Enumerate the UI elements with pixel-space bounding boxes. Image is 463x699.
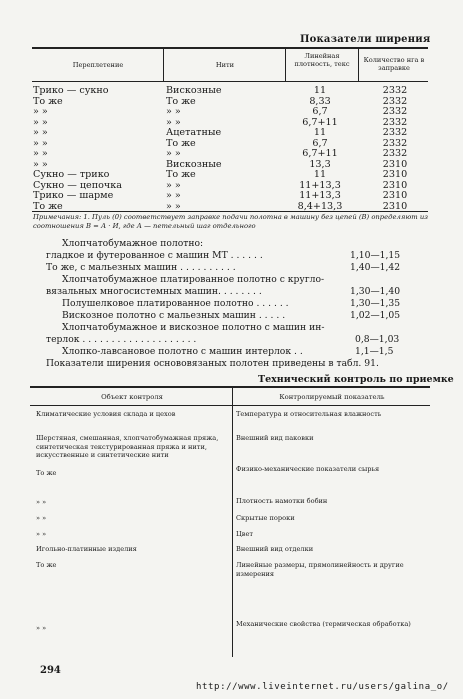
list-item-label: Хлопчатобумажное платированное полотно с кругло- [62, 274, 325, 285]
table2-parameter: Плотность намотки бобин [236, 497, 328, 505]
table1-cell: 11 [313, 127, 327, 138]
table1-cell: Вискозные [166, 85, 222, 96]
list-item-label: вязальных многосистемных машин. . . . . . . . [46, 286, 262, 297]
table1-cell: 2332 [382, 95, 408, 107]
table1-cell: » » [166, 200, 181, 212]
table2-object: Шерстяная, смешанная, хлопчатобумажная пряжа, синтетическая текстурированная пряжа и нити, искусственные и синтетические нити [36, 434, 219, 459]
list-heading: Хлопчатобумажное полотно: [62, 238, 204, 249]
table1-cell: 2332 [382, 85, 408, 96]
table2-parameter: Линейные размеры, прямолинейность и другие измерения [236, 561, 404, 578]
table1-cell: 2332 [382, 127, 408, 138]
table1-cell: То же [166, 169, 196, 180]
list-item-label: Хлопчатобумажное и вискозное полотно с машин ин- [62, 322, 325, 333]
table2-object: То же [36, 561, 57, 569]
table2-object: » » [36, 624, 47, 632]
table1-cell: 13,3 [309, 158, 331, 170]
table2-col-divider [232, 387, 233, 657]
table1-cell: Вискозные [166, 158, 222, 170]
table2-object: То же [36, 469, 57, 477]
list-item-label: То же, с мальезных машин . . . . . . . . . . [46, 262, 236, 273]
list-item-value: 1,30—1,35 [350, 298, 401, 309]
list-item-label: Полушелковое платированное полотно . . . . . . [62, 298, 289, 309]
table1-col-divider [163, 48, 164, 82]
table1-cell: » » [33, 116, 48, 128]
table1-cell: 6,7+11 [302, 148, 338, 159]
table1-cell: 8,4+13,3 [297, 200, 343, 212]
table1-cell: 8,33 [309, 95, 331, 107]
table2-object: » » [36, 514, 47, 522]
table1-cell: » » [166, 106, 181, 117]
table1-cell: 6,7 [312, 106, 328, 117]
table1-title: Показатели ширения [300, 34, 431, 45]
source-url[interactable]: http://www.liveinternet.ru/users/galina_o/ [196, 682, 449, 692]
table1-cell: 11+13,3 [299, 179, 341, 191]
table1-cell: 2310 [382, 169, 408, 180]
table1-cell: То же [166, 137, 196, 149]
table1-cell: 2310 [382, 200, 408, 212]
table1-cell: » » [33, 106, 48, 117]
table1-col-divider [358, 48, 359, 82]
table1-cell: 2310 [382, 179, 408, 191]
table1-head-count: Количество нга в заправке [363, 56, 425, 72]
table1-cell: » » [166, 179, 181, 191]
list-item-value: 0,8—1,03 [355, 334, 400, 345]
table2-parameter: Физико-механические показатели сырья [236, 465, 380, 473]
list-item-value: 1,02—1,05 [350, 310, 401, 321]
table2-parameter: Температура и относительная влажность [236, 410, 382, 418]
paragraph-closing: Показатели ширения основовязаных полотен приведены в табл. 91. [46, 358, 379, 369]
table1-cell: 2310 [382, 190, 408, 201]
page-number: 294 [40, 665, 61, 676]
table2-head-parameter: Контролируемый показатель [279, 393, 385, 401]
table1-top-rule [32, 47, 428, 49]
table1-cell: То же [166, 95, 196, 107]
table2-head-rule [30, 405, 430, 406]
table1-cell: 11+13,3 [299, 190, 341, 201]
table1-cell: 2332 [382, 106, 408, 117]
table2-object: Игольно-платинные изделия [36, 545, 137, 553]
list-item-value: 1,40—1,42 [350, 262, 401, 273]
table1-cell: 6,7 [312, 137, 328, 149]
list-item-value: 1,30—1,40 [350, 286, 401, 297]
table2-parameter: Цвет [236, 530, 254, 538]
table1-bottom-rule [32, 211, 428, 212]
table1-cell: 11 [313, 169, 327, 180]
list-item-label: Вискозное полотно с мальезных машин . . . . . [62, 310, 286, 321]
table1-cell: » » [33, 127, 48, 138]
table1-cell: Сукно — трико [33, 169, 110, 180]
list-item-label: Хлопко-лавсановое полотно с машин интерлок . . [62, 346, 303, 357]
table1-cell: Трико — шарме [33, 190, 114, 201]
table2-parameter: Скрытые пороки [236, 514, 295, 522]
table1-cell: То же [33, 200, 63, 212]
table1-cell: 2332 [382, 116, 408, 128]
table2-object: Климатические условия склада и цехов [36, 410, 176, 418]
table1-cell: Сукно — цепочка [33, 179, 122, 191]
list-item-label: терлок . . . . . . . . . . . . . . . . . . . . [46, 334, 197, 345]
table2-parameter: Механические свойства (термическая обработка) [236, 620, 411, 628]
table1-cell: » » [166, 148, 181, 159]
table1-cell: » » [33, 158, 48, 170]
table1-col-divider [285, 48, 286, 82]
list-item-label: гладкое и футерованное с машин МТ . . . . . . [46, 250, 263, 261]
list-item-value: 1,1—1,5 [355, 346, 394, 357]
table1-cell: Ацетатные [166, 127, 222, 138]
table2-parameter: Внешний вид отделки [236, 545, 314, 553]
table1-head-weave: Переплетение [72, 61, 124, 69]
table1-cell: 2332 [382, 148, 408, 159]
table2-parameter: Внешний вид паковки [236, 434, 314, 442]
table1-cell: Трико — сукно [33, 85, 109, 96]
table1-head-rule [32, 81, 428, 82]
table1-cell: » » [33, 148, 48, 159]
table2-object: » » [36, 530, 47, 538]
table2-top-rule [30, 386, 430, 388]
table1-cell: » » [166, 116, 181, 128]
table1-cell: 2332 [382, 137, 408, 149]
table1-head-yarn: Нити [215, 61, 235, 69]
table1-cell: » » [166, 190, 181, 201]
table1-cell: 11 [313, 85, 327, 96]
table2-object: » » [36, 498, 47, 506]
table1-head-density: Линейная плотность, текс [294, 52, 350, 68]
table1-cell: » » [33, 137, 48, 149]
table1-cell: 2310 [382, 158, 408, 170]
table2-head-object: Объект контроля [101, 393, 163, 401]
table2-title: Технический контроль по приемке [258, 374, 454, 385]
table1-note: Примечания: 1. Пуль (0) соответствует заправке подачи полотна в машину без цепей (В) определяют из соотношения В = А · И, где А — петельный шаг отдельного [33, 213, 428, 230]
table1-cell: 6,7+11 [302, 116, 338, 128]
table1-cell: То же [33, 95, 63, 107]
list-item-value: 1,10—1,15 [350, 250, 401, 261]
